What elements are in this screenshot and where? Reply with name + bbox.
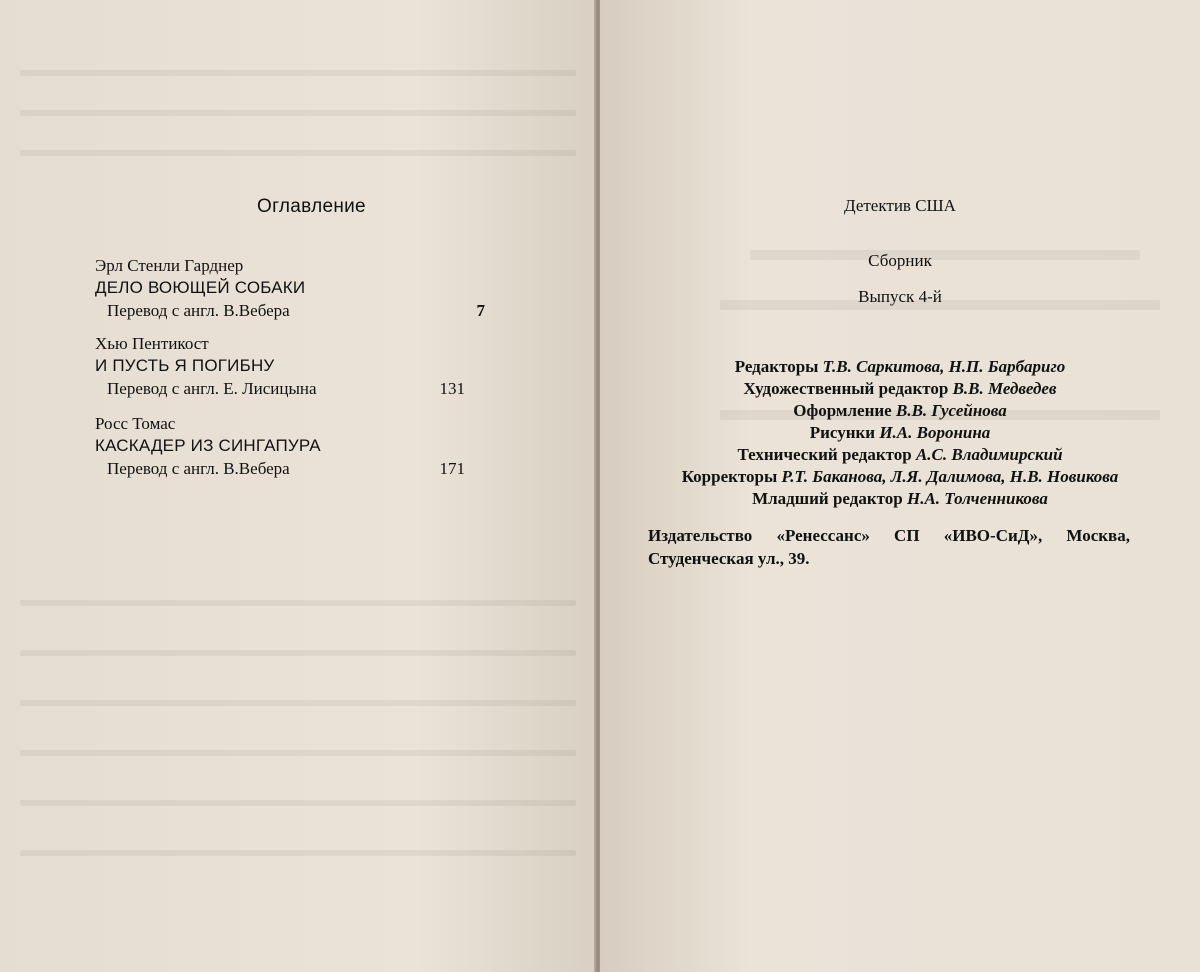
toc-translation: Перевод с англ. В.Вебера [107,301,290,320]
credit-role: Младший редактор [752,489,903,508]
toc-work-title: ДЕЛО ВОЮЩЕЙ СОБАКИ [95,278,306,297]
credit-line [600,422,1200,444]
credit-role: Технический редактор [737,445,912,464]
toc-author: Хью Пентикост [95,334,209,353]
toc-entry [95,334,485,399]
publisher-imprint: Издательство «Ренессанс» СП «ИВО-СиД», Москва, Студенческая ул., 39. [648,526,1130,568]
toc-page-number: 131 [439,379,465,398]
left-page [0,0,596,972]
toc-translation-row [95,379,485,399]
credits-block [600,356,1200,510]
credit-names: В.В. Гусейнова [895,401,1007,420]
toc-title: Оглавление [257,196,366,217]
credit-names: Т.В. Саркитова, Н.П. Барбариго [822,357,1066,376]
credit-names: Р.Т. Баканова, Л.Я. Далимова, Н.В. Новикова [781,467,1119,486]
credit-role: Оформление [793,401,892,420]
credit-line [600,378,1200,400]
toc-translation: Перевод с англ. В.Вебера [107,459,290,478]
toc-author: Росс Томас [95,414,176,433]
right-page [600,0,1200,972]
credit-role: Редакторы [734,357,819,376]
credit-line [600,466,1200,488]
credit-line [600,488,1200,510]
issue-label: Выпуск 4-й [858,287,942,306]
toc-translation-row [95,459,485,479]
series-title: Детектив США [844,196,956,215]
credit-role: Художественный редактор [743,379,949,398]
credit-names: В.В. Медведев [952,379,1057,398]
toc-translation: Перевод с англ. Е. Лисицына [107,379,317,398]
toc-entry [95,414,485,479]
credit-role: Корректоры [681,467,778,486]
credit-role: Рисунки [809,423,876,442]
credit-line [600,356,1200,378]
toc-translation-row [95,301,485,321]
credit-names: А.С. Владимирский [915,445,1063,464]
credit-line [600,444,1200,466]
toc-page-number: 7 [476,301,485,320]
toc-author: Эрл Стенли Гарднер [95,256,244,275]
credit-names: Н.А. Толченникова [906,489,1048,508]
collection-label: Сборник [868,251,932,270]
toc-entry [95,256,485,321]
toc-page-number: 171 [439,459,465,478]
toc-work-title: И ПУСТЬ Я ПОГИБНУ [95,356,275,375]
credit-line [600,400,1200,422]
toc-work-title: КАСКАДЕР ИЗ СИНГАПУРА [95,436,321,455]
credit-names: И.А. Воронина [879,423,991,442]
